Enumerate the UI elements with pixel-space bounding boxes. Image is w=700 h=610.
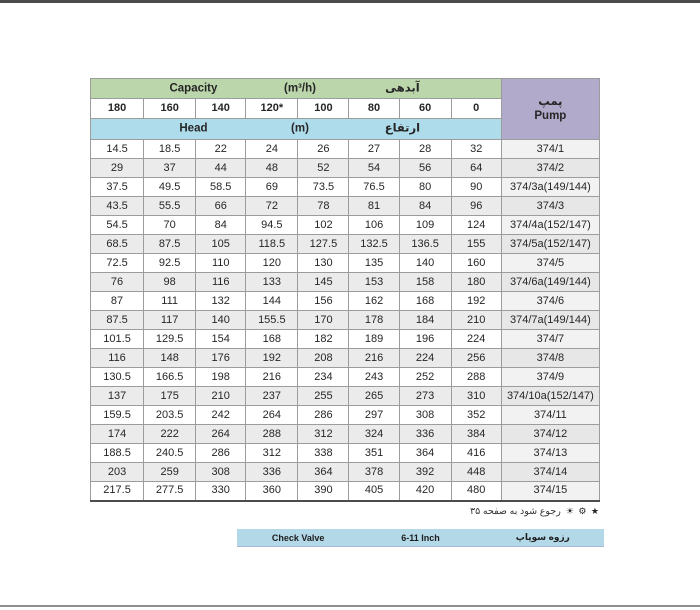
head-value-cell: 308 (196, 463, 246, 482)
head-value-cell: 224 (399, 349, 451, 368)
table-row (91, 482, 600, 501)
head-value-cell: 106 (349, 216, 399, 235)
head-value-cell: 160 (451, 254, 501, 273)
head-value-cell: 378 (349, 463, 399, 482)
head-value-cell: 32 (451, 140, 501, 159)
head-value-cell: 109 (399, 216, 451, 235)
head-value-cell: 80 (399, 178, 451, 197)
pump-label-english: Pump (534, 110, 567, 122)
head-value-cell: 288 (451, 368, 501, 387)
head-value-cell: 37 (144, 159, 196, 178)
head-value-cell: 94.5 (246, 216, 298, 235)
pump-name-cell: 374/3 (501, 197, 599, 216)
head-value-cell: 243 (349, 368, 399, 387)
head-value-cell: 98 (144, 273, 196, 292)
head-value-cell: 49.5 (144, 178, 196, 197)
pump-name-cell: 374/5 (501, 254, 599, 273)
head-value-cell: 58.5 (196, 178, 246, 197)
head-value-cell: 129.5 (144, 330, 196, 349)
head-value-cell: 44 (196, 159, 246, 178)
head-value-cell: 43.5 (91, 197, 144, 216)
head-value-cell: 120 (246, 254, 298, 273)
head-value-cell: 90 (451, 178, 501, 197)
table-row (91, 349, 600, 368)
head-value-cell: 140 (196, 311, 246, 330)
flow-column-header: 160 (144, 99, 196, 119)
head-value-cell: 54.5 (91, 216, 144, 235)
pump-name-cell: 374/12 (501, 425, 599, 444)
pump-name-cell: 374/11 (501, 406, 599, 425)
head-unit-label: (m) (291, 122, 309, 135)
head-value-cell: 105 (196, 235, 246, 254)
flow-column-header: 0 (451, 99, 501, 119)
flow-column-header: 180 (91, 99, 144, 119)
head-value-cell: 116 (91, 349, 144, 368)
head-value-cell: 84 (196, 216, 246, 235)
head-value-cell: 184 (399, 311, 451, 330)
head-value-cell: 210 (451, 311, 501, 330)
head-value-cell: 72.5 (91, 254, 144, 273)
head-value-cell: 87.5 (91, 311, 144, 330)
head-value-cell: 28 (399, 140, 451, 159)
pump-name-cell: 374/5a(152/147) (501, 235, 599, 254)
head-value-cell: 196 (399, 330, 451, 349)
head-value-cell: 26 (298, 140, 349, 159)
head-value-cell: 189 (349, 330, 399, 349)
table-row (91, 235, 600, 254)
head-value-cell: 101.5 (91, 330, 144, 349)
head-value-cell: 420 (399, 482, 451, 501)
head-value-cell: 242 (196, 406, 246, 425)
head-value-cell: 448 (451, 463, 501, 482)
head-value-cell: 384 (451, 425, 501, 444)
footnote (470, 504, 600, 518)
head-value-cell: 66 (196, 197, 246, 216)
head-value-cell: 188.5 (91, 444, 144, 463)
pump-name-cell: 374/1 (501, 140, 599, 159)
table-row (91, 140, 600, 159)
head-value-cell: 312 (246, 444, 298, 463)
head-value-cell: 54 (349, 159, 399, 178)
head-value-cell: 286 (298, 406, 349, 425)
head-label: Head (179, 122, 208, 135)
head-value-cell: 130 (298, 254, 349, 273)
head-value-cell: 96 (451, 197, 501, 216)
head-value-cell: 52 (298, 159, 349, 178)
pump-name-cell: 374/15 (501, 482, 599, 501)
head-value-cell: 132 (196, 292, 246, 311)
table-row (91, 387, 600, 406)
head-value-cell: 297 (349, 406, 399, 425)
head-value-cell: 135 (349, 254, 399, 273)
head-value-cell: 155.5 (246, 311, 298, 330)
head-value-cell: 405 (349, 482, 399, 501)
head-value-cell: 70 (144, 216, 196, 235)
pump-label-farsi: پمپ (538, 96, 563, 108)
head-value-cell: 286 (196, 444, 246, 463)
head-value-cell: 76 (91, 273, 144, 292)
table-row (91, 178, 600, 197)
table-row (91, 216, 600, 235)
table-row (91, 444, 600, 463)
pump-name-cell: 374/6 (501, 292, 599, 311)
head-value-cell: 166.5 (144, 368, 196, 387)
table-row (91, 425, 600, 444)
head-value-cell: 198 (196, 368, 246, 387)
head-value-cell: 155 (451, 235, 501, 254)
capacity-label: Capacity (169, 81, 218, 94)
head-value-cell: 240.5 (144, 444, 196, 463)
capacity-header-cell (91, 79, 502, 99)
head-value-cell: 158 (399, 273, 451, 292)
head-value-cell: 182 (298, 330, 349, 349)
head-label-farsi: ارتفاع (384, 122, 421, 135)
head-value-cell: 192 (246, 349, 298, 368)
flow-column-header: 60 (399, 99, 451, 119)
pump-name-cell: 374/3a(149/144) (501, 178, 599, 197)
head-value-cell: 216 (349, 349, 399, 368)
head-value-cell: 222 (144, 425, 196, 444)
head-value-cell: 111 (144, 292, 196, 311)
head-value-cell: 259 (144, 463, 196, 482)
head-value-cell: 360 (246, 482, 298, 501)
flow-column-header: 120* (246, 99, 298, 119)
head-value-cell: 338 (298, 444, 349, 463)
head-value-cell: 192 (451, 292, 501, 311)
head-value-cell: 110 (196, 254, 246, 273)
head-value-cell: 156 (298, 292, 349, 311)
pump-name-cell: 374/8 (501, 349, 599, 368)
head-value-cell: 102 (298, 216, 349, 235)
head-value-cell: 288 (246, 425, 298, 444)
flow-column-header: 140 (196, 99, 246, 119)
head-value-cell: 136.5 (399, 235, 451, 254)
head-value-cell: 84 (399, 197, 451, 216)
head-value-cell: 18.5 (144, 140, 196, 159)
head-value-cell: 72 (246, 197, 298, 216)
pump-name-cell: 374/14 (501, 463, 599, 482)
capacity-unit-label: (m³/h) (284, 81, 316, 94)
table-row (91, 330, 600, 349)
pump-header-cell (501, 79, 599, 140)
head-value-cell: 480 (451, 482, 501, 501)
head-value-cell: 174 (91, 425, 144, 444)
pump-capacity-table (90, 78, 600, 502)
head-value-cell: 336 (399, 425, 451, 444)
head-value-cell: 76.5 (349, 178, 399, 197)
head-value-cell: 203.5 (144, 406, 196, 425)
capacity-header-row (91, 79, 600, 99)
table-row (91, 273, 600, 292)
head-header-cell (91, 119, 502, 140)
table-row (91, 406, 600, 425)
head-value-cell: 159.5 (91, 406, 144, 425)
head-value-cell: 330 (196, 482, 246, 501)
table-row (91, 463, 600, 482)
head-value-cell: 364 (298, 463, 349, 482)
head-value-cell: 264 (246, 406, 298, 425)
head-value-cell: 133 (246, 273, 298, 292)
head-value-cell: 352 (451, 406, 501, 425)
head-value-cell: 390 (298, 482, 349, 501)
table-row (91, 159, 600, 178)
head-value-cell: 310 (451, 387, 501, 406)
head-value-cell: 124 (451, 216, 501, 235)
head-value-cell: 277.5 (144, 482, 196, 501)
head-value-cell: 27 (349, 140, 399, 159)
head-value-cell: 56 (399, 159, 451, 178)
head-value-cell: 217.5 (91, 482, 144, 501)
head-value-cell: 168 (246, 330, 298, 349)
head-value-cell: 324 (349, 425, 399, 444)
footer-left-label: Check Valve (271, 532, 325, 543)
head-value-cell: 37.5 (91, 178, 144, 197)
table-row (91, 254, 600, 273)
table-row (91, 368, 600, 387)
head-value-cell: 175 (144, 387, 196, 406)
footer-right-label: رزوه سوپاپ (515, 532, 570, 542)
table-row (91, 292, 600, 311)
pump-name-cell: 374/10a(152/147) (501, 387, 599, 406)
head-value-cell: 312 (298, 425, 349, 444)
head-value-cell: 154 (196, 330, 246, 349)
head-value-cell: 168 (399, 292, 451, 311)
head-value-cell: 416 (451, 444, 501, 463)
head-value-cell: 117 (144, 311, 196, 330)
head-value-cell: 132.5 (349, 235, 399, 254)
head-value-cell: 176 (196, 349, 246, 368)
head-value-cell: 336 (246, 463, 298, 482)
head-value-cell: 116 (196, 273, 246, 292)
pump-name-cell: 374/7 (501, 330, 599, 349)
pump-name-cell: 374/9 (501, 368, 599, 387)
table-body (91, 140, 600, 501)
footer-bar (237, 529, 604, 547)
footer-center-label: 6-11 Inch (401, 532, 440, 543)
head-value-cell: 140 (399, 254, 451, 273)
bottom-edge-line (0, 605, 700, 607)
head-value-cell: 64 (451, 159, 501, 178)
capacity-label-farsi: آبدهی (385, 81, 420, 94)
pump-name-cell: 374/4a(152/147) (501, 216, 599, 235)
head-value-cell: 273 (399, 387, 451, 406)
head-value-cell: 148 (144, 349, 196, 368)
head-value-cell: 144 (246, 292, 298, 311)
head-value-cell: 24 (246, 140, 298, 159)
head-value-cell: 255 (298, 387, 349, 406)
head-value-cell: 178 (349, 311, 399, 330)
head-value-cell: 153 (349, 273, 399, 292)
table-row (91, 311, 600, 330)
pump-name-cell: 374/13 (501, 444, 599, 463)
head-value-cell: 224 (451, 330, 501, 349)
head-value-cell: 130.5 (91, 368, 144, 387)
head-value-cell: 87 (91, 292, 144, 311)
head-value-cell: 92.5 (144, 254, 196, 273)
head-value-cell: 252 (399, 368, 451, 387)
pump-name-cell: 374/7a(149/144) (501, 311, 599, 330)
head-value-cell: 234 (298, 368, 349, 387)
head-value-cell: 55.5 (144, 197, 196, 216)
head-value-cell: 308 (399, 406, 451, 425)
head-value-cell: 48 (246, 159, 298, 178)
footnote-text: رجوع شود به صفحه ۳۵ (470, 505, 561, 517)
head-value-cell: 145 (298, 273, 349, 292)
head-value-cell: 162 (349, 292, 399, 311)
head-value-cell: 127.5 (298, 235, 349, 254)
top-edge-bar (0, 0, 700, 3)
flow-column-header: 80 (349, 99, 399, 119)
head-value-cell: 22 (196, 140, 246, 159)
head-value-cell: 265 (349, 387, 399, 406)
head-value-cell: 208 (298, 349, 349, 368)
head-value-cell: 78 (298, 197, 349, 216)
head-value-cell: 73.5 (298, 178, 349, 197)
head-value-cell: 68.5 (91, 235, 144, 254)
head-value-cell: 14.5 (91, 140, 144, 159)
head-value-cell: 118.5 (246, 235, 298, 254)
pump-name-cell: 374/2 (501, 159, 599, 178)
head-value-cell: 264 (196, 425, 246, 444)
head-value-cell: 216 (246, 368, 298, 387)
head-value-cell: 351 (349, 444, 399, 463)
flow-column-header: 100 (298, 99, 349, 119)
head-value-cell: 81 (349, 197, 399, 216)
head-value-cell: 256 (451, 349, 501, 368)
head-value-cell: 364 (399, 444, 451, 463)
head-value-cell: 392 (399, 463, 451, 482)
head-value-cell: 180 (451, 273, 501, 292)
head-value-cell: 69 (246, 178, 298, 197)
head-value-cell: 29 (91, 159, 144, 178)
head-value-cell: 170 (298, 311, 349, 330)
table-row (91, 197, 600, 216)
head-value-cell: 137 (91, 387, 144, 406)
pump-name-cell: 374/6a(149/144) (501, 273, 599, 292)
head-value-cell: 203 (91, 463, 144, 482)
head-value-cell: 87.5 (144, 235, 196, 254)
head-value-cell: 210 (196, 387, 246, 406)
head-value-cell: 237 (246, 387, 298, 406)
footnote-marker-icons: ☀ ⚙ ★ (565, 505, 600, 516)
